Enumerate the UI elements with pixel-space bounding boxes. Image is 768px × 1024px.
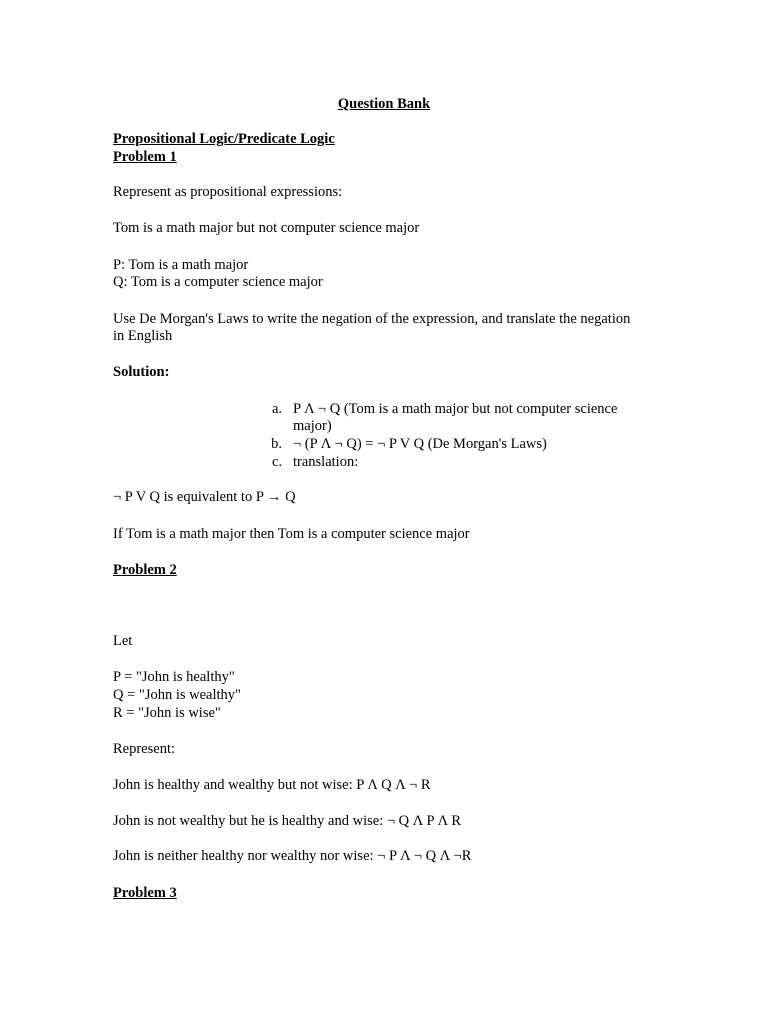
page-title: Question Bank [337,96,431,112]
list-marker-b: b. [271,436,282,452]
problem-2-q-definition: Q = "John is wealthy" [113,687,241,703]
problem-2-p-definition: P = "John is healthy" [113,669,235,685]
problem-1-conclusion: If Tom is a math major then Tom is a computer science major [113,526,470,542]
problem-2-line-1: John is healthy and wealthy but not wise: P Λ Q Λ ¬ R [113,777,431,793]
section-title: Propositional Logic/Predicate Logic [113,131,335,147]
problem-2-line-3: John is neither healthy nor wealthy nor wise: ¬ P Λ ¬ Q Λ ¬R [113,848,472,864]
problem-2-heading: Problem 2 [113,562,177,578]
list-marker-c: c. [271,454,282,470]
problem-3-heading: Problem 3 [113,885,177,901]
list-marker-a: a. [271,401,282,417]
problem-1-equivalence: ¬ P V Q is equivalent to P → Q [113,489,296,505]
problem-1-task-line-2: in English [113,328,173,344]
problem-2-represent: Represent: [113,741,176,757]
problem-1-q-definition: Q: Tom is a computer science major [113,274,323,290]
list-item-c: translation: [293,454,359,470]
problem-2-line-2: John is not wealthy but he is healthy and wise: ¬ Q Λ P Λ R [113,813,462,829]
solution-label: Solution: [113,364,170,380]
problem-1-intro: Represent as propositional expressions: [113,184,343,200]
problem-1-statement: Tom is a math major but not computer science major [113,220,420,236]
problem-1-heading: Problem 1 [113,149,177,165]
problem-2-r-definition: R = "John is wise" [113,705,221,721]
problem-1-p-definition: P: Tom is a math major [113,257,249,273]
problem-1-task-line-1: Use De Morgan's Laws to write the negation of the expression, and translate the negation [113,311,631,327]
problem-2-let: Let [113,633,133,649]
list-item-a-line-1: P Λ ¬ Q (Tom is a math major but not computer science [293,401,618,417]
list-item-b: ¬ (P Λ ¬ Q) = ¬ P V Q (De Morgan's Laws) [293,436,547,452]
list-item-a-line-2: major) [293,418,332,434]
